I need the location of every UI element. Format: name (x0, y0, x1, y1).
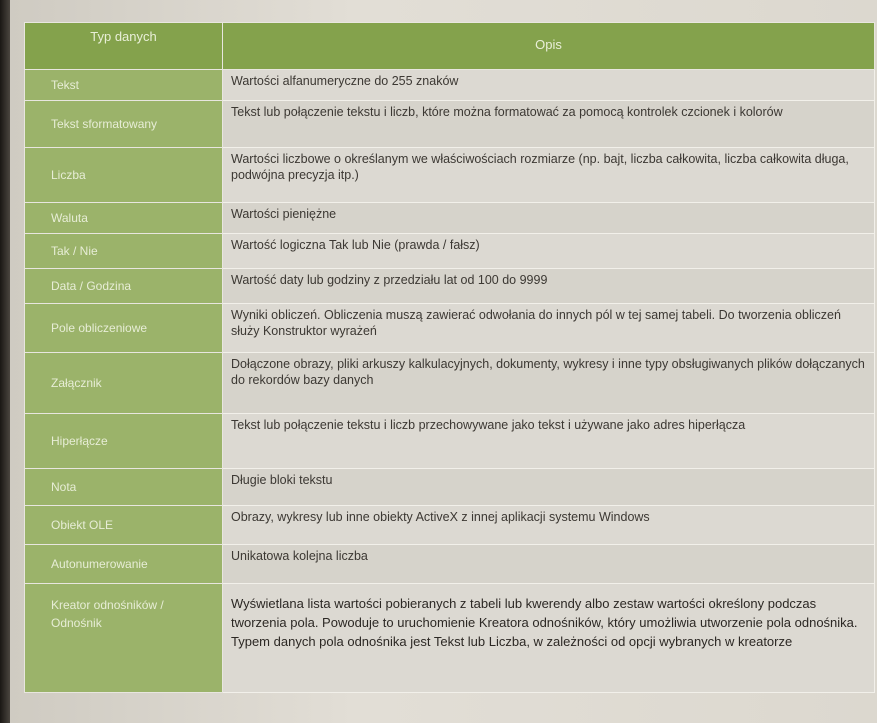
row-type: Obiekt OLE (25, 506, 223, 545)
row-type: Tekst sformatowany (25, 101, 223, 148)
table-row (25, 545, 875, 584)
table-row (25, 414, 875, 469)
table-row (25, 584, 875, 693)
row-description: Wyniki obliczeń. Obliczenia muszą zawierać odwołania do innych pól w tej samej tabeli. Do tworzenia obliczeń służy Konstruktor wyrażeń (223, 304, 875, 353)
table-caption (350, 0, 470, 12)
row-type: Nota (25, 469, 223, 506)
table-row (25, 148, 875, 203)
table-row (25, 101, 875, 148)
book-page (10, 0, 877, 723)
row-type: Waluta (25, 203, 223, 234)
page-edge-shadow (0, 0, 10, 723)
row-description: Wartości alfanumeryczne do 255 znaków (223, 70, 875, 101)
row-type: Tekst (25, 70, 223, 101)
table-row (25, 469, 875, 506)
table-row (25, 203, 875, 234)
row-description: Wyświetlana lista wartości pobieranych z tabeli lub kwerendy albo zestaw wartości określony podczas tworzenia pola. Powoduje to uruchomienie Kreatora odnośników, który umożliwia utworzenie pola odnośnika. Typem danych pola odnośnika jest Tekst lub Liczba, w zależności od opcji wybranych w kreatorze (223, 584, 875, 693)
row-type: Załącznik (25, 353, 223, 414)
row-description: Wartości liczbowe o określanym we właściwościach rozmiarze (np. bajt, liczba całkowita, liczba całkowita długa, podwójna precyzja itp.) (223, 148, 875, 203)
row-description: Obrazy, wykresy lub inne obiekty ActiveX z innej aplikacji systemu Windows (223, 506, 875, 545)
table-row (25, 353, 875, 414)
row-type: Autonumerowanie (25, 545, 223, 584)
row-type: Pole obliczeniowe (25, 304, 223, 353)
table-row (25, 269, 875, 304)
row-type: Tak / Nie (25, 234, 223, 269)
table-row (25, 506, 875, 545)
row-description: Długie bloki tekstu (223, 469, 875, 506)
row-description: Tekst lub połączenie tekstu i liczb, które można formatować za pomocą kontrolek czcionek i kolorów (223, 101, 875, 148)
row-description: Wartość daty lub godziny z przedziału lat od 100 do 9999 (223, 269, 875, 304)
row-description: Unikatowa kolejna liczba (223, 545, 875, 584)
row-description: Wartość logiczna Tak lub Nie (prawda / fałsz) (223, 234, 875, 269)
table-row (25, 70, 875, 101)
row-description: Wartości pieniężne (223, 203, 875, 234)
row-type: Hiperłącze (25, 414, 223, 469)
table-row (25, 304, 875, 353)
row-type: Kreator odnośników / Odnośnik (25, 584, 223, 693)
table-row (25, 234, 875, 269)
row-description: Dołączone obrazy, pliki arkuszy kalkulacyjnych, dokumenty, wykresy i inne typy obsługiwanych plików dołączanych do rekordów bazy danych (223, 353, 875, 414)
table-header-row (25, 23, 875, 70)
header-description: Opis (223, 23, 875, 70)
header-type: Typ danych (25, 23, 223, 70)
row-type: Liczba (25, 148, 223, 203)
row-type: Data / Godzina (25, 269, 223, 304)
row-description: Tekst lub połączenie tekstu i liczb przechowywane jako tekst i używane jako adres hiperłącza (223, 414, 875, 469)
data-types-table (24, 22, 875, 693)
